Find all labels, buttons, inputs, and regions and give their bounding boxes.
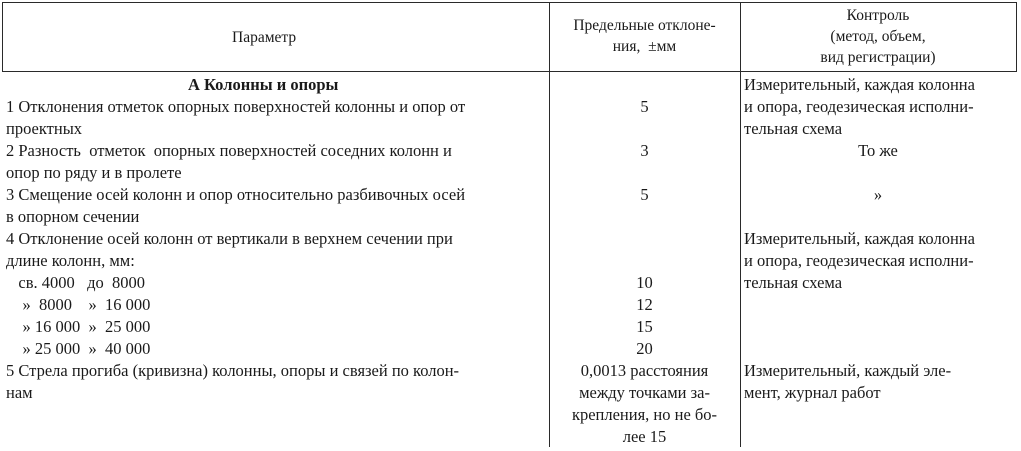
table-border-top: [2, 2, 1017, 3]
row4-param-line2: длине колонн, мм:: [6, 251, 135, 270]
row5-param-line1: 5 Стрела прогиба (кривизна) колонны, опоры и связей по колон-: [6, 361, 460, 380]
row4-control-line2: и опора, геодезическая исполни-: [744, 251, 974, 270]
row2-param-line2: опор по ряду и в пролете: [6, 163, 182, 182]
subrow4-param: » 25 000 » 40 000: [6, 339, 151, 358]
row2-value: 3: [640, 141, 649, 160]
table-border-right: [1016, 2, 1017, 71]
row1-value: 5: [640, 97, 649, 116]
row4-control-line1: Измерительный, каждая колонна: [744, 229, 975, 248]
header-control-line2: (метод, объем,: [830, 28, 926, 45]
row5-value-line3: крепления, но не бо-: [571, 405, 718, 424]
row1-control-line1: Измерительный, каждая колонна: [744, 75, 975, 94]
section-title: А Колонны и опоры: [188, 75, 339, 94]
header-control-line3: вид регистрации): [820, 49, 936, 66]
subrow4-value: 20: [636, 339, 653, 358]
row1-param-line2: проектных: [6, 119, 83, 138]
row5-value-line1: 0,0013 расстояния: [580, 361, 709, 380]
header-control-line1: Контроль: [846, 7, 910, 24]
subrow3-value: 15: [636, 317, 653, 336]
subrow2-value: 12: [636, 295, 653, 314]
subrow1-value: 10: [636, 273, 653, 292]
column-divider-2: [740, 2, 741, 447]
row3-value: 5: [640, 185, 649, 204]
header-deviation-line1: Предельные отклоне-: [573, 17, 716, 34]
row5-param-line2: нам: [6, 383, 33, 402]
row4-control-line3: тельная схема: [744, 273, 843, 292]
row4-param-line1: 4 Отклонение осей колонн от вертикали в верхнем сечении при: [6, 229, 453, 248]
subrow1-param: св. 4000 до 8000: [6, 273, 146, 292]
row2-param-line1: 2 Разность отметок опорных поверхностей соседних колонн и: [6, 141, 452, 160]
row5-control-line2: мент, журнал работ: [744, 383, 881, 402]
row5-value-line2: между точками за-: [579, 383, 710, 402]
header-divider: [2, 71, 1017, 72]
subrow3-param: » 16 000 » 25 000: [6, 317, 151, 336]
header-param: Параметр: [232, 29, 297, 46]
row1-control-line2: и опора, геодезическая исполни-: [744, 97, 974, 116]
row3-param-line2: в опорном сечении: [6, 207, 140, 226]
row5-value-line4: лее 15: [622, 427, 667, 446]
subrow2-param: » 8000 » 16 000: [6, 295, 151, 314]
header-deviation-line2: ния, ±мм: [612, 38, 677, 55]
row3-param-line1: 3 Смещение осей колонн и опор относительно разбивочных осей: [6, 185, 466, 204]
row5-control-line1: Измерительный, каждый эле-: [744, 361, 952, 380]
row1-param-line1: 1 Отклонения отметок опорных поверхностей колонны и опор от: [6, 97, 466, 116]
row2-control: То же: [858, 141, 898, 160]
table-border-left: [2, 2, 3, 71]
row1-control-line3: тельная схема: [744, 119, 843, 138]
row3-control: »: [873, 185, 883, 204]
